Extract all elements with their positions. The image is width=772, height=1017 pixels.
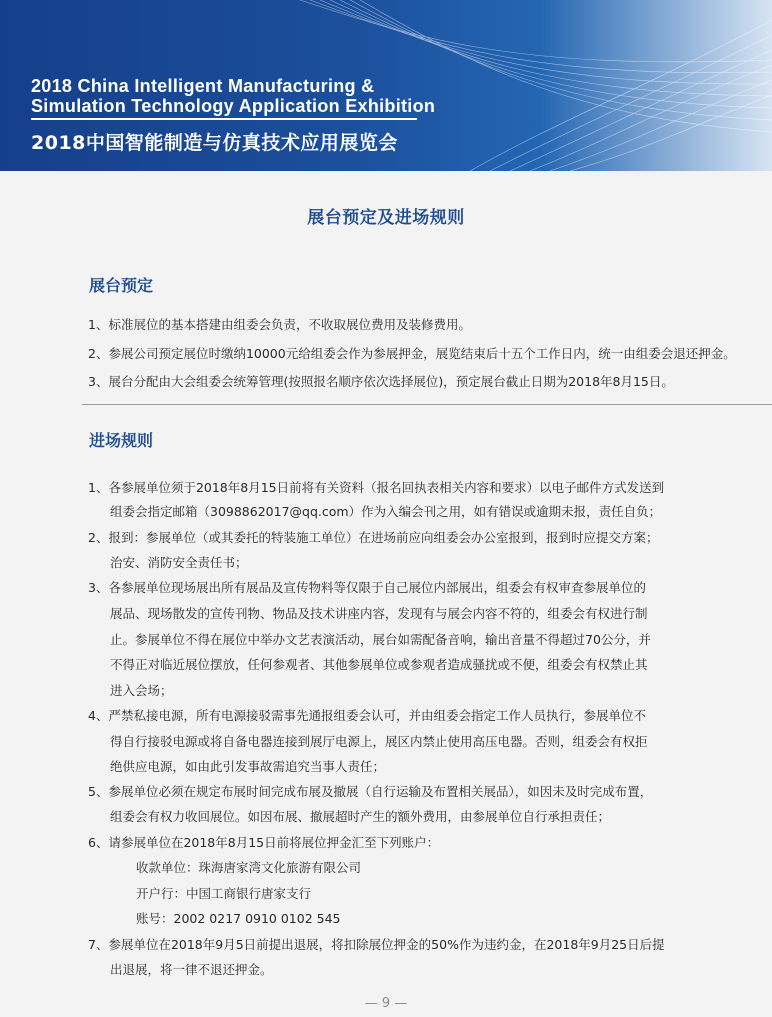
rule-line: 治安、消防安全责任书； [110, 555, 248, 570]
rule-line: 出退展，将一律不退还押金。 [110, 962, 273, 977]
rule-line: 6、请参展单位在2018年8月15日前将展位押金汇至下列账户： [88, 835, 440, 850]
page-number: — 9 — [364, 996, 408, 1011]
rule-line: 绝供应电源，如由此引发事故需追究当事人责任； [110, 759, 386, 774]
booking-item: 1、标准展位的基本搭建由组委会负责，不收取展位费用及装修费用。 [88, 317, 471, 332]
rule-line: 4、严禁私接电源，所有电源接驳需事先通报组委会认可，并由组委会指定工作人员执行，参展单位不 [88, 708, 646, 723]
booking-item: 3、展台分配由大会组委会统筹管理(按照报名顺序依次选择展位)，预定展台截止日期为2018年8月15日。 [88, 374, 674, 389]
section-heading-booth-booking: 展台预定 [89, 276, 154, 295]
page-title: 展台预定及进场规则 [307, 208, 465, 228]
exhibition-name-english-line2: Simulation Technology Application Exhibition [31, 96, 436, 116]
account-number-line: 账号：2002 0217 0910 0102 545 [136, 911, 341, 926]
section-heading-entry-rules: 进场规则 [89, 431, 154, 450]
section-divider [82, 404, 772, 405]
payee-line: 收款单位：珠海唐家湾文化旅游有限公司 [136, 860, 362, 875]
exhibition-name-chinese: 2018中国智能制造与仿真技术应用展览会 [31, 132, 398, 154]
rule-line: 3、各参展单位现场展出所有展品及宣传物料等仅限于自己展位内部展出，组委会有权审查参展单位的 [88, 580, 646, 595]
rule-line: 得自行接驳电源或将自备电器连接到展厅电源上，展区内禁止使用高压电器。否则，组委会有权拒 [110, 734, 648, 749]
rule-line: 5、参展单位必须在规定布展时间完成布展及撤展（自行运输及布置相关展品），如因未及时完成布置， [88, 784, 653, 799]
booking-item: 2、参展公司预定展位时缴纳10000元给组委会作为参展押金，展览结束后十五个工作日内，统一由组委会退还押金。 [88, 346, 736, 361]
header-divider [31, 118, 417, 120]
rule-line: 组委会指定邮箱（3098862017@qq.com）作为入编会刊之用，如有错误或逾期未报，责任自负； [110, 504, 662, 519]
rule-line: 2、报到：参展单位（或其委托的特装施工单位）在进场前应向组委会办公室报到，报到时应提交方案； [88, 530, 659, 545]
rule-line: 1、各参展单位须于2018年8月15日前将有关资料（报名回执表相关内容和要求）以电子邮件方式发送到 [88, 480, 665, 495]
exhibition-name-english-line1: 2018 China Intelligent Manufacturing & [31, 76, 375, 96]
bank-line: 开户行：中国工商银行唐家支行 [136, 886, 312, 901]
rule-line: 7、参展单位在2018年9月5日前提出退展，将扣除展位押金的50%作为违约金，在2018年9月25日后提 [88, 937, 665, 952]
header-banner [0, 0, 772, 171]
rule-line: 止。参展单位不得在展位中举办文艺表演活动，展台如需配备音响，输出音量不得超过70公分，并 [110, 632, 651, 647]
rule-line: 展品、现场散发的宣传刊物、物品及技术讲座内容，发现有与展会内容不符的，组委会有权进行制 [110, 606, 648, 621]
rule-line: 组委会有权力收回展位。如因布展、撤展超时产生的额外费用，由参展单位自行承担责任； [110, 809, 611, 824]
rule-line: 不得正对临近展位摆放，任何参观者、其他参展单位或参观者造成骚扰或不便，组委会有权禁止其 [110, 657, 648, 672]
rule-line: 进入会场； [110, 683, 173, 698]
